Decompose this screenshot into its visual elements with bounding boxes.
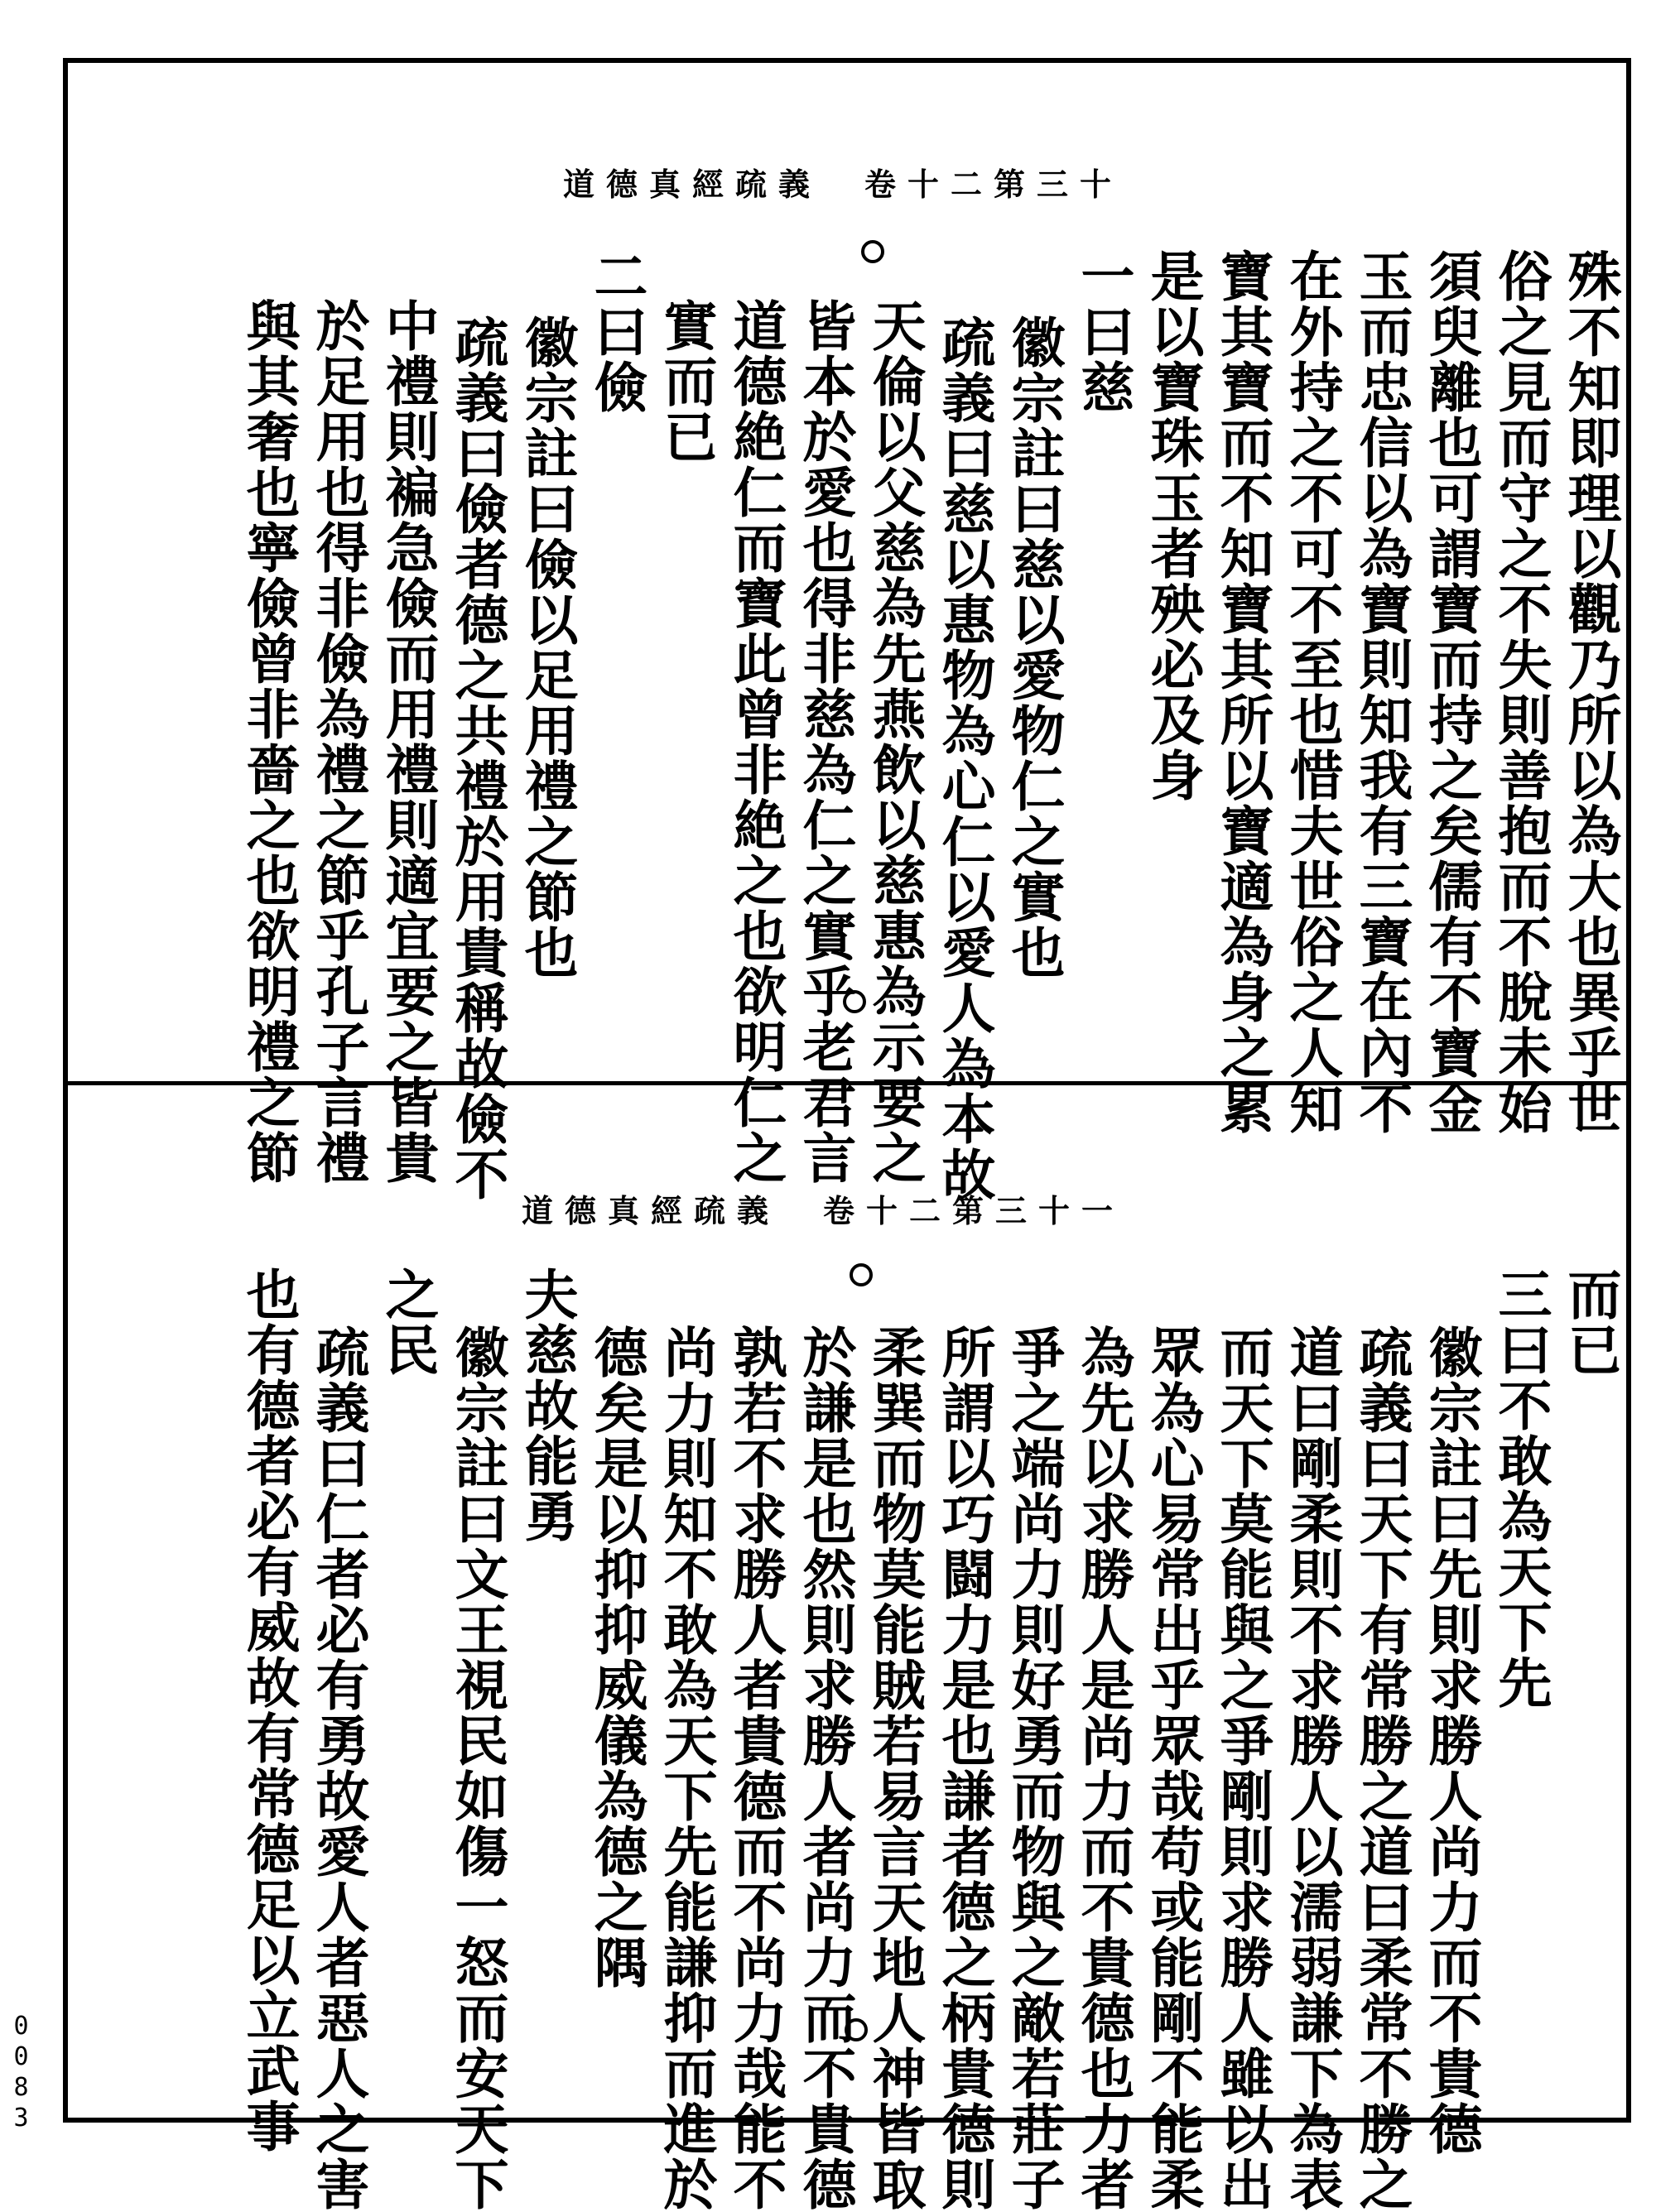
text-column: 寶其寶而不知寶其所以寶適為身之累 — [1211, 248, 1273, 1136]
text-column: 在外持之不可不至也惜夫世俗之人知 — [1280, 248, 1343, 1136]
text-column: 與其奢也寧儉曾非嗇之也欲明禮之節 — [237, 298, 300, 1185]
text-column: 而天下莫能與之爭剛則求勝人雖以出 — [1211, 1325, 1273, 2212]
text-column: 中禮則褊急儉而用禮則適宜要之皆貴 — [376, 298, 439, 1185]
text-column: 為先以求勝人是尚力而不貴德也力者 — [1071, 1325, 1134, 2212]
text-column: 夫慈故能勇 — [515, 1267, 578, 1544]
text-column: 於足用也得非儉為禮之節乎孔子言禮 — [306, 298, 369, 1185]
text-column: 是以寶珠玉者殃必及身 — [1141, 248, 1204, 803]
punctuation-circle-mark — [843, 990, 866, 1013]
punctuation-circle-mark — [845, 2018, 868, 2041]
text-column: 孰若不求勝人者貴德而不尚力哉能不 — [724, 1325, 787, 2212]
text-column: 疏義曰慈以惠物為心仁以愛人為本故 — [932, 315, 995, 1202]
top-page-header: 道德真經疏義 卷十二第三十 — [563, 166, 1124, 203]
text-column: 疏義曰仁者必有勇故愛人者惡人之害 — [306, 1325, 369, 2212]
text-column: 道德絶仁而寶此曾非絶之也欲明仁之 — [724, 298, 787, 1185]
punctuation-circle-mark — [850, 1263, 873, 1286]
text-column: 一曰慈 — [1071, 248, 1134, 415]
text-column: 所謂以巧闘力是也謙者德之柄貴德則 — [932, 1325, 995, 2212]
text-column: 爭之端尚力則好勇而物與之敵若莊子 — [1002, 1325, 1065, 2212]
text-column: 之民 — [376, 1267, 439, 1378]
page-number: 0083 — [7, 2012, 36, 2134]
punctuation-circle-mark — [861, 240, 884, 263]
text-column: 二曰儉 — [585, 248, 647, 415]
text-column: 殊不知即理以觀乃所以為大也異乎世 — [1558, 248, 1621, 1136]
text-column: 眾為心易常出乎眾哉苟或能剛不能柔 — [1141, 1325, 1204, 2212]
text-column: 而已 — [1558, 1267, 1621, 1378]
text-column: 尚力則知不敢為天下先能謙抑而進於 — [654, 1325, 717, 2212]
text-column: 須臾離也可謂寶而持之矣儒有不寶金 — [1419, 248, 1482, 1136]
text-column: 徽宗註曰文王視民如傷一怒而安天下 — [445, 1325, 508, 2212]
text-column: 柔巽而物莫能賊若易言天地人神皆取 — [863, 1325, 926, 2212]
text-column: 道曰剛柔則不求勝人以濡弱謙下為表 — [1280, 1325, 1343, 2212]
text-column: 徽宗註曰慈以愛物仁之實也 — [1002, 315, 1065, 980]
text-column: 天倫以父慈為先燕飲以慈惠為示要之 — [863, 298, 926, 1185]
text-column: 也有德者必有威故有常德足以立武事 — [237, 1267, 300, 2154]
text-column: 徽宗註曰先則求勝人尚力而不貴德 — [1419, 1325, 1482, 2157]
text-column: 疏義曰儉者德之共禮於用貴稱故儉不 — [445, 315, 508, 1202]
text-column: 俗之見而守之不失則善抱而不脫未始 — [1489, 248, 1552, 1136]
bottom-page-header: 道德真經疏義 卷十二第三十一 — [522, 1192, 1125, 1229]
text-column: 於謙是也然則求勝人者尚力而不貴德 — [793, 1325, 856, 2212]
text-column: 德矣是以抑抑威儀為德之隅 — [585, 1325, 647, 1990]
text-column: 玉而忠信以為寶則知我有三寶在內不 — [1350, 248, 1413, 1136]
text-column: 皆本於愛也得非慈為仁之實乎老君言 — [793, 298, 856, 1185]
text-column: 徽宗註曰儉以足用禮之節也 — [515, 315, 578, 980]
text-column: 實而已 — [654, 298, 717, 464]
text-column: 三曰不敢為天下先 — [1489, 1267, 1552, 1710]
text-column: 疏義曰天下有常勝之道曰柔常不勝之 — [1350, 1325, 1413, 2212]
